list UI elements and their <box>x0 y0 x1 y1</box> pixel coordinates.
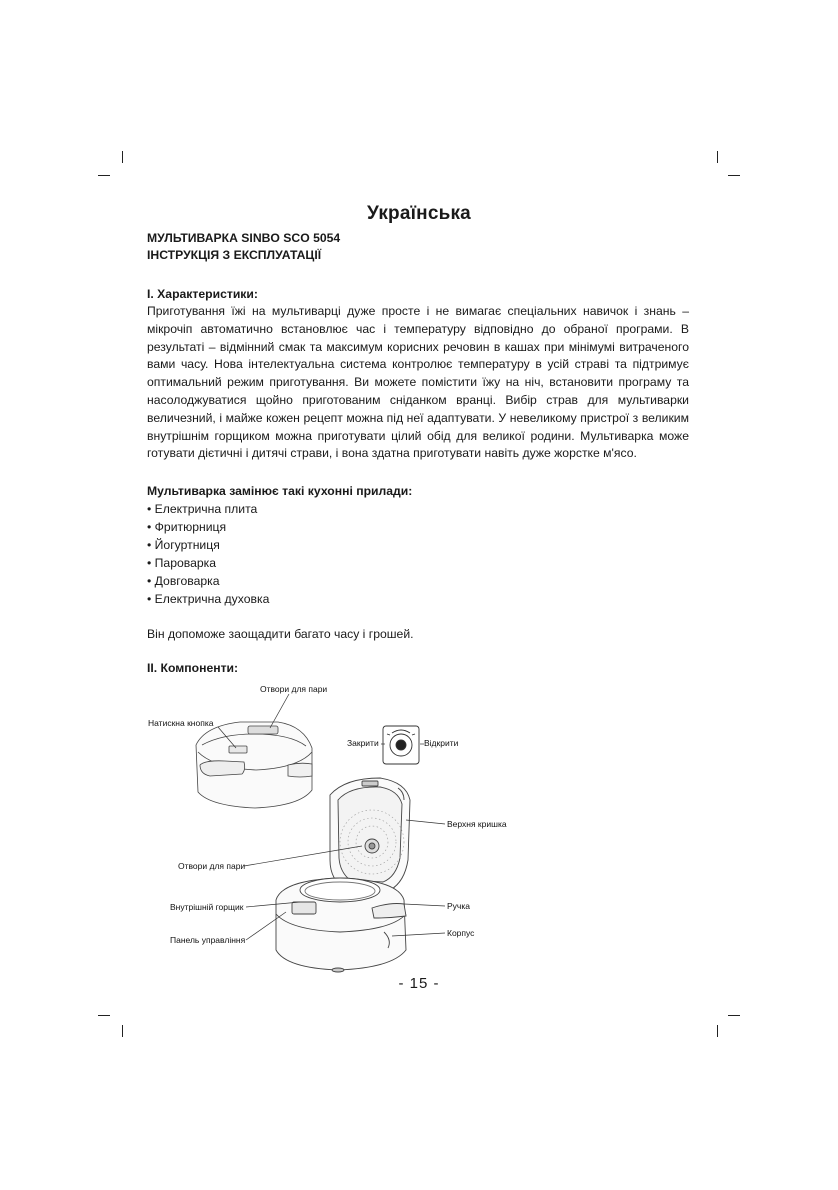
open-cooker-illustration <box>276 778 410 972</box>
label-inner-pot: Внутрішній горщик <box>170 902 244 912</box>
lock-dial-illustration <box>383 726 419 764</box>
product-name: МУЛЬТИВАРКА SINBO SCO 5054 <box>147 231 341 245</box>
list-item: • Електрична духовка <box>147 590 269 608</box>
label-body: Корпус <box>447 928 475 938</box>
label-steam-vents: Отвори для пари <box>178 861 246 871</box>
label-close: Закрити <box>347 738 379 748</box>
list-item: • Фритюрниця <box>147 518 269 536</box>
closed-cooker-illustration <box>196 722 312 808</box>
section2-heading: II. Компоненти: <box>147 661 239 675</box>
section1-heading: I. Характеристики: <box>147 287 258 301</box>
label-upper-lid: Верхня кришка <box>447 819 507 829</box>
section1-body: Приготування їжі на мультиварці дуже просте і не вимагає спеціальних навичок і знань – мікрочіп автоматично встановлює час і температуру відповідно до обраної програми. В результаті – відмінний смак та максимум корисних речовин в кашах при мінімумі витраченого вами часу. Нова інтелектуальна система контролює температуру в усій страві та підтримує оптимальний режим приготування. Ви можете помістити їжу на ніч, встановити програму та насолоджуватися щойно приготованим сніданком вранці. Вибір страв для мультиварки величезний, і майже кожен рецепт можна під неї адаптувати. У невеликому пристрої з великим внутрішнім горщиком можна приготувати цілий обід для великої родини. Мультиварка може готувати дієтичні і дитячі страви, і вона здатна приготувати навіть дуже жорстке м'ясо. <box>147 304 689 461</box>
list-item: • Довговарка <box>147 572 269 590</box>
list-item: • Пароварка <box>147 554 269 572</box>
label-open: Відкрити <box>424 738 459 748</box>
list-item: • Електрична плита <box>147 500 269 518</box>
label-push-button: Натискна кнопка <box>148 718 214 728</box>
page-number: - 15 - <box>398 975 440 992</box>
label-steam-vents-top: Отвори для пари <box>260 684 328 694</box>
label-control-panel: Панель управління <box>170 935 246 945</box>
manual-title: ІНСТРУКЦІЯ З ЕКСПЛУАТАЦІЇ <box>147 248 322 262</box>
savings-note: Він допоможе заощадити багато часу і грошей. <box>147 627 414 641</box>
page-title: Українська <box>367 203 471 224</box>
replaces-heading: Мультиварка замінює такі кухонні прилади: <box>147 484 413 498</box>
label-handle: Ручка <box>447 901 470 911</box>
list-item: • Йогуртниця <box>147 536 269 554</box>
